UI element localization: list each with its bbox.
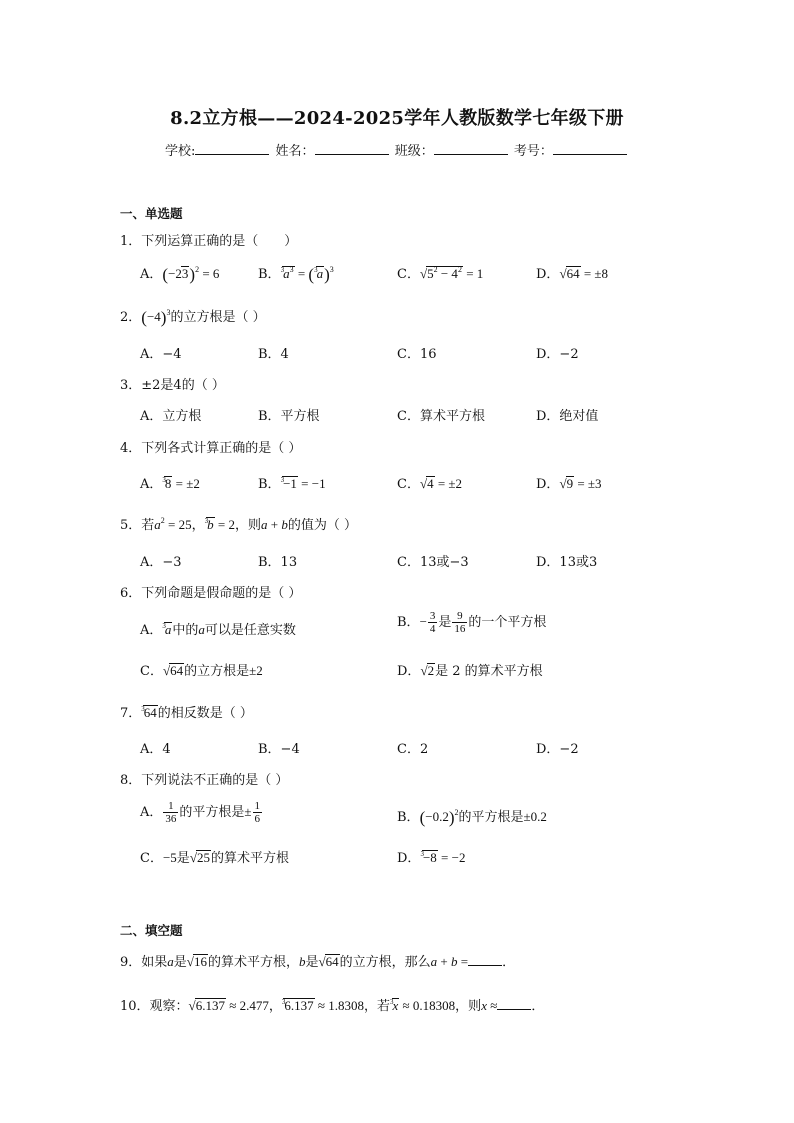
section-single-choice: 一、单选题: [120, 206, 183, 221]
q5-option-c[interactable]: C．13或−3: [397, 555, 469, 570]
q8-option-d[interactable]: D．$^3$−8 = −2: [397, 850, 466, 866]
school-blank[interactable]: [195, 142, 269, 155]
exam-no-blank[interactable]: [553, 142, 627, 155]
question-7: 7．$^3$64的相反数是（ ）: [120, 705, 253, 721]
q3-option-a[interactable]: A．立方根: [140, 409, 202, 424]
name-label: 姓名：: [275, 144, 315, 159]
q2-option-c[interactable]: C．16: [397, 347, 437, 362]
q3-option-c[interactable]: C．算术平方根: [397, 409, 485, 424]
q6-option-c[interactable]: C．√64的立方根是±2: [140, 663, 263, 679]
q4-option-a[interactable]: A．$^3$8 = ±2: [140, 476, 200, 492]
q7-option-c[interactable]: C．2: [397, 742, 429, 757]
q5-option-a[interactable]: A．−3: [140, 555, 182, 570]
q1-option-a[interactable]: A．$(-23)^2 = 6$: [140, 265, 220, 284]
section-fill-blank: 二、填空题: [120, 923, 183, 938]
question-5: 5．若$a^2 = 25$，$^3$b = 2，则a + b的值为（ ）: [120, 516, 357, 533]
exam-no-label: 考号：: [513, 144, 553, 159]
q6-option-d[interactable]: D．√2是 2 的算术平方根: [397, 663, 543, 679]
q7-option-a[interactable]: A．4: [140, 742, 171, 757]
q10-answer-blank[interactable]: [497, 997, 531, 1010]
q3-option-d[interactable]: D．绝对值: [536, 409, 599, 424]
question-4: 4．下列各式计算正确的是（ ）: [120, 441, 302, 456]
q4-option-c[interactable]: C．√4 = ±2: [397, 476, 463, 492]
q8-option-c[interactable]: C．−5是√25的算术平方根: [140, 850, 289, 866]
question-1: 1．下列运算正确的是（ ）: [120, 234, 298, 249]
q1-option-c[interactable]: C．$√5^2 - 4^2 = 1$: [397, 265, 484, 282]
q1-option-b[interactable]: B．$^3a^3 = (^3a)^3$: [258, 265, 334, 284]
q8-option-b[interactable]: B．$(-0.2)^2$的平方根是±0.2: [397, 808, 547, 827]
q1-option-d[interactable]: D．√64 = ±8: [536, 266, 609, 282]
q9-answer-blank[interactable]: [468, 953, 502, 966]
q2-option-b[interactable]: B．4: [258, 347, 289, 362]
q8-option-a[interactable]: A． $\frac{1}{36}$ 的平方根是± $\frac{1}{6}$: [140, 800, 261, 825]
page-title: 8.2立方根——2024-2025学年人教版数学七年级下册: [170, 108, 624, 129]
class-blank[interactable]: [434, 142, 508, 155]
q6-option-b[interactable]: B．− $\frac{3}{4}$ 是 $\frac{9}{16}$ 的一个平方根: [397, 610, 547, 635]
question-9: 9．如果a是√16的算术平方根，b是√64的立方根，那么a + b = ．: [120, 954, 516, 970]
q4-option-d[interactable]: D．√9 = ±3: [536, 476, 602, 492]
q7-option-d[interactable]: D．−2: [536, 742, 579, 757]
q5-option-d[interactable]: D．13或3: [536, 555, 598, 570]
student-info-line: [165, 140, 629, 159]
q5-option-b[interactable]: B．13: [258, 555, 298, 570]
question-2: 2．$(-4)^3$的立方根是（ ）: [120, 308, 266, 327]
q7-option-b[interactable]: B．−4: [258, 742, 300, 757]
class-label: 班级：: [394, 144, 434, 159]
q2-option-d[interactable]: D．−2: [536, 347, 579, 362]
question-6: 6．下列命题是假命题的是（ ）: [120, 586, 302, 601]
q4-option-b[interactable]: B．$^3$−1 = −1: [258, 476, 326, 492]
question-10: 10．观察：√6.137 ≈ 2.477，$^3$6.137 ≈ 1.8308，若$^3$x ≈ 0.18308，则x ≈ ．: [120, 998, 545, 1014]
q2-option-a[interactable]: A．−4: [140, 347, 182, 362]
name-blank[interactable]: [315, 142, 389, 155]
q6-option-a[interactable]: A．$^3$a中的a可以是任意实数: [140, 622, 296, 638]
question-8: 8．下列说法不正确的是（ ）: [120, 773, 289, 788]
school-label: 学校:: [165, 144, 196, 159]
question-3: 3．±2是4的（ ）: [120, 378, 225, 393]
q3-option-b[interactable]: B．平方根: [258, 409, 320, 424]
